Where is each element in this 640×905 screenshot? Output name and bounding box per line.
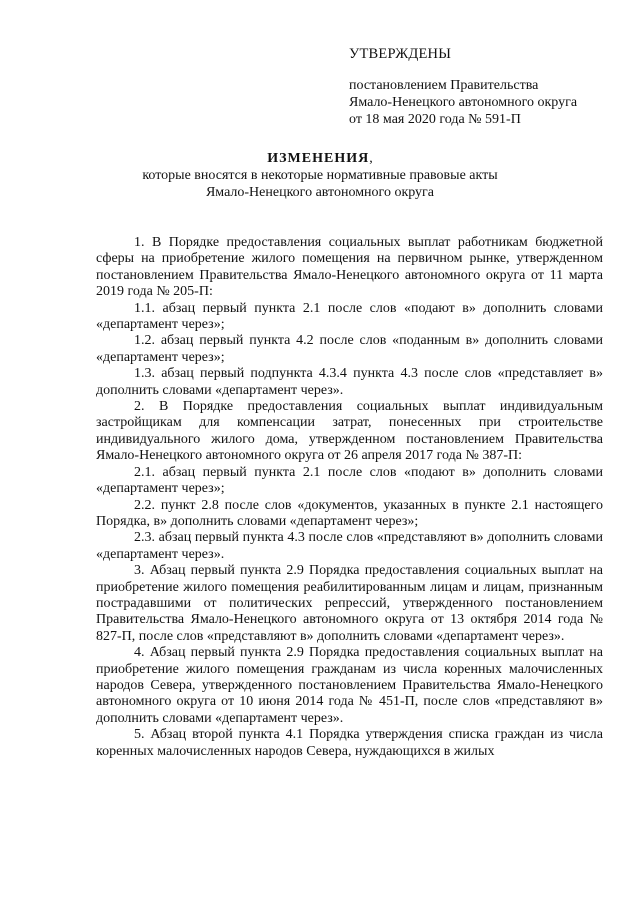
paragraph-1: 1. В Порядке предоставления социальных выплат работникам бюджетной сферы на приобретение жилого помещения на первичном рынке, утвержденном постановлением Правительства Ямало-Ненецкого автономного округа от 11 марта 2019 года № 205-П:: [96, 235, 603, 300]
document-body: [96, 235, 603, 760]
paragraph-2-1: 2.1. абзац первый пункта 2.1 после слов «подают в» дополнить словами «департамент через»;: [96, 464, 603, 497]
paragraph-4: 4. Абзац первый пункта 2.9 Порядка предоставления социальных выплат на приобретение жилого помещения гражданам из числа коренных малочисленных народов Севера, утвержденного постановлением Правительства Ямало-Ненецкого автономного округа от 10 июня 2014 года № 451-П, после слов «представляют в» дополнить словами «департамент через».: [96, 645, 603, 726]
document-title: ИЗМЕНЕНИЯ: [267, 151, 370, 166]
paragraph-2-3: 2.3. абзац первый пункта 4.3 после слов «представляют в» дополнить словами «департамент через».: [96, 530, 603, 562]
paragraph-3: 3. Абзац первый пункта 2.9 Порядка предоставления социальных выплат на приобретение жилого помещения реабилитированным лицам и лицам, признанным пострадавшими от политических репрессий, утвержденного постановлением Правительства Ямало-Ненецкого автономного округа от 13 октября 2014 года № 827-П, после слов «представляют в» дополнить словами «департамент через».: [96, 563, 603, 644]
document-title-block: [96, 150, 544, 201]
document-title-line: [96, 150, 544, 167]
approval-line-1: постановлением Правительства: [349, 78, 539, 93]
paragraph-1-3: 1.3. абзац первый подпункта 4.3.4 пункта 4.3 после слов «представляет в» дополнить словами «департамент через».: [96, 366, 603, 398]
paragraph-5: 5. Абзац второй пункта 4.1 Порядка утверждения списка граждан из числа коренных малочисленных народов Севера, нуждающихся в жилых: [96, 727, 603, 759]
document-subtitle-2: Ямало-Ненецкого автономного округа: [205, 185, 435, 200]
approval-line-2: Ямало-Ненецкого автономного округа: [349, 95, 578, 110]
paragraph-2-2: 2.2. пункт 2.8 после слов «документов, указанных в пункте 2.1 настоящего Порядка, в» дополнить словами «департамент через»;: [96, 497, 603, 529]
paragraph-2: 2. В Порядке предоставления социальных выплат индивидуальным застройщикам для компенсации затрат, понесенных при строительстве индивидуального жилого дома, утвержденном постановлением Правительства Ямало-Ненецкого автономного округа от 26 апреля 2017 года № 387-П:: [96, 399, 603, 464]
paragraph-1-2: 1.2. абзац первый пункта 4.2 после слов «поданным в» дополнить словами «департамент через»;: [96, 333, 603, 365]
approval-stamp-block: [349, 46, 619, 128]
approval-line-3: от 18 мая 2020 года № 591-П: [349, 112, 521, 127]
document-subtitle-1: которые вносятся в некоторые нормативные правовые акты: [142, 168, 498, 183]
approval-heading: УТВЕРЖДЕНЫ: [349, 46, 452, 62]
document-title-comma: ,: [369, 151, 373, 166]
paragraph-1-1: 1.1. абзац первый пункта 2.1 после слов «подают в» дополнить словами «департамент через»;: [96, 300, 603, 333]
